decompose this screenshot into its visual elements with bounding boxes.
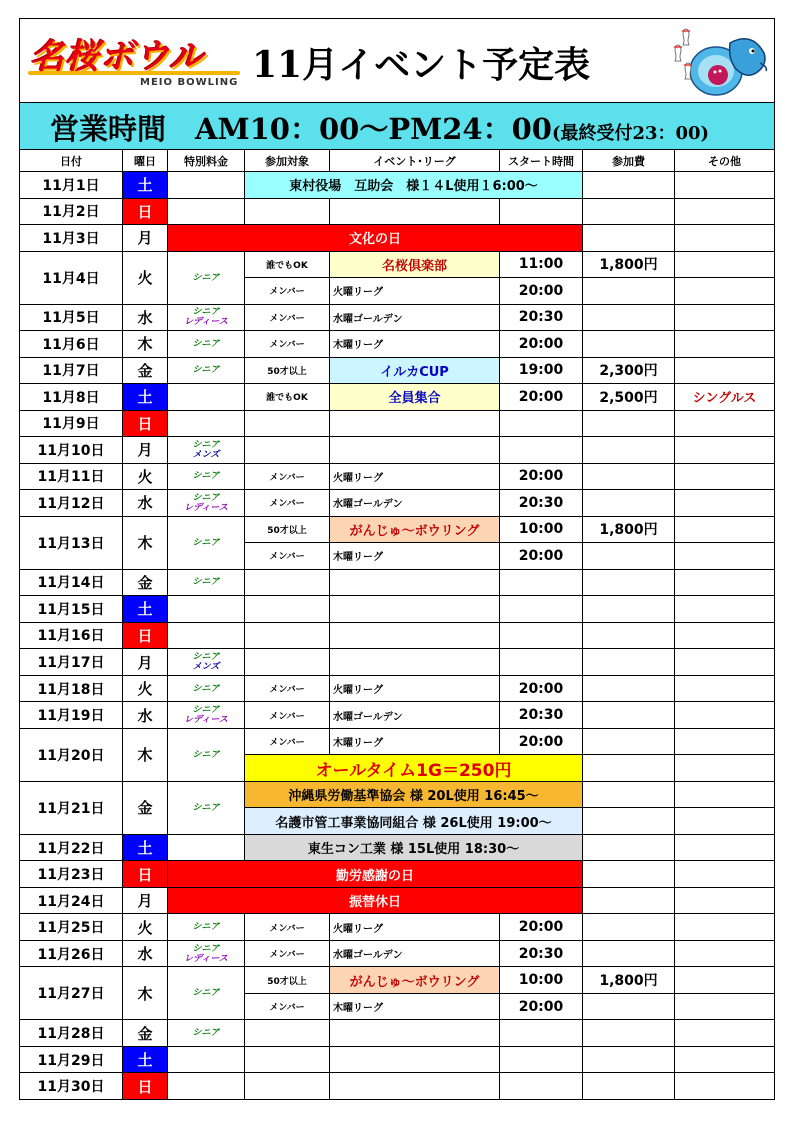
schedule-cell: 20:30: [500, 702, 583, 729]
schedule-cell: [675, 941, 774, 968]
other-cell: [675, 861, 774, 888]
schedule-cell: メンバー: [245, 305, 330, 332]
fee-cell: [583, 888, 675, 915]
column-header: スタート時間: [500, 150, 583, 172]
senior-label: シニア: [192, 652, 220, 662]
schedule-cell: 20:00: [500, 543, 583, 570]
date-cell: 11月29日: [20, 1047, 123, 1074]
weekday-cell: 月: [123, 649, 168, 676]
schedule-cell: [675, 252, 774, 279]
schedule-cell: [583, 994, 675, 1021]
weekday-cell: 土: [123, 384, 168, 411]
schedule-cell: [245, 437, 330, 464]
senior-label: シニア: [192, 492, 220, 503]
date-cell: 11月9日: [20, 411, 123, 438]
schedule-cell: 水曜ゴールデン: [330, 702, 500, 729]
schedule-cell: [245, 596, 330, 623]
schedule-cell: 火曜リーグ: [330, 464, 500, 491]
schedule-cell: [675, 914, 774, 941]
column-header: イベント･リーグ: [330, 150, 500, 172]
weekday-cell: 日: [123, 1073, 168, 1100]
column-header: 日付: [20, 150, 123, 172]
weekday-cell: 金: [123, 782, 168, 835]
schedule-cell: [583, 464, 675, 491]
schedule-cell: [675, 305, 774, 332]
weekday-cell: 日: [123, 861, 168, 888]
schedule-cell: [500, 570, 583, 597]
date-cell: 11月11日: [20, 464, 123, 491]
schedule-cell: [583, 914, 675, 941]
column-header: その他: [675, 150, 774, 172]
event-name: がんじゅ〜ボウリング: [330, 517, 500, 544]
header: [20, 19, 774, 103]
logo: [28, 29, 248, 97]
schedule-cell: [675, 702, 774, 729]
date-cell: 11月25日: [20, 914, 123, 941]
weekday-cell: 木: [123, 331, 168, 358]
weekday-cell: 水: [123, 702, 168, 729]
senior-label: シニア: [192, 802, 220, 813]
schedule-cell: 木曜リーグ: [330, 543, 500, 570]
weekday-cell: 日: [123, 623, 168, 650]
special-fee-cell: [168, 596, 245, 623]
schedule-cell: 19:00: [500, 358, 583, 385]
schedule-cell: [245, 1047, 330, 1074]
schedule-cell: [583, 199, 675, 226]
schedule-cell: [675, 517, 774, 544]
weekday-cell: 木: [123, 967, 168, 1020]
mens-label: メンズ: [192, 449, 220, 460]
schedule-cell: 20:00: [500, 278, 583, 305]
ladies-label: レディース: [184, 317, 228, 328]
event-name: イルカCUP: [330, 358, 500, 385]
schedule-cell: [583, 305, 675, 332]
special-fee-cell: [168, 252, 245, 305]
weekday-cell: 日: [123, 411, 168, 438]
schedule-cell: 50才以上: [245, 358, 330, 385]
date-cell: 11月10日: [20, 437, 123, 464]
senior-label: シニア: [192, 705, 220, 716]
date-cell: 11月8日: [20, 384, 123, 411]
senior-label: シニア: [192, 577, 220, 588]
schedule-cell: [675, 994, 774, 1021]
weekday-cell: 水: [123, 490, 168, 517]
schedule-cell: メンバー: [245, 914, 330, 941]
senior-label: シニア: [192, 272, 220, 283]
schedule-cell: 20:00: [500, 331, 583, 358]
senior-label: シニア: [192, 749, 220, 760]
date-cell: 11月26日: [20, 941, 123, 968]
schedule-cell: [330, 570, 500, 597]
schedule-cell: [583, 278, 675, 305]
holiday-banner: 勤労感謝の日: [168, 861, 583, 888]
special-fee-cell: [168, 702, 245, 729]
schedule-cell: 火曜リーグ: [330, 676, 500, 703]
schedule-cell: [583, 702, 675, 729]
schedule-cell: [583, 941, 675, 968]
column-header: 特別料金: [168, 150, 245, 172]
schedule-cell: [583, 729, 675, 756]
schedule-cell: [500, 411, 583, 438]
schedule-cell: [500, 596, 583, 623]
reservation-banner: 東村役場 互助会 様１４L使用１6:00〜: [245, 172, 583, 199]
promotion-banner: オールタイム1G＝250円: [245, 755, 583, 782]
business-hours-text: 営業時間 AM10：00〜PM24：00: [50, 112, 552, 146]
special-fee-cell: [168, 305, 245, 332]
date-cell: 11月13日: [20, 517, 123, 570]
schedule-cell: [675, 411, 774, 438]
senior-label: シニア: [192, 537, 220, 548]
schedule-cell: [245, 570, 330, 597]
schedule-cell: [583, 649, 675, 676]
schedule-cell: 10:00: [500, 967, 583, 994]
schedule-cell: [500, 437, 583, 464]
schedule-cell: メンバー: [245, 676, 330, 703]
schedule-cell: 20:00: [500, 384, 583, 411]
date-cell: 11月7日: [20, 358, 123, 385]
logo-subtitle: MEIO BOWLING: [140, 77, 239, 88]
schedule-cell: シングルス: [675, 384, 774, 411]
weekday-cell: 火: [123, 252, 168, 305]
date-cell: 11月6日: [20, 331, 123, 358]
schedule-cell: 50才以上: [245, 517, 330, 544]
weekday-cell: 火: [123, 676, 168, 703]
date-cell: 11月2日: [20, 199, 123, 226]
schedule-cell: [330, 649, 500, 676]
schedule-cell: [583, 411, 675, 438]
dolphin-bowling-mascot-icon: [672, 23, 772, 101]
schedule-cell: メンバー: [245, 702, 330, 729]
senior-label: シニア: [192, 338, 220, 349]
schedule-cell: [583, 623, 675, 650]
weekday-cell: 火: [123, 464, 168, 491]
schedule-cell: 1,800円: [583, 252, 675, 279]
date-cell: 11月22日: [20, 835, 123, 862]
schedule-cell: [500, 1047, 583, 1074]
schedule-cell: [675, 278, 774, 305]
date-cell: 11月27日: [20, 967, 123, 1020]
schedule-cell: 2,500円: [583, 384, 675, 411]
schedule-cell: [583, 490, 675, 517]
schedule-cell: [583, 808, 675, 835]
schedule-cell: 水曜ゴールデン: [330, 941, 500, 968]
schedule-cell: 20:00: [500, 729, 583, 756]
senior-label: シニア: [192, 439, 220, 450]
special-fee-cell: [168, 199, 245, 226]
schedule-cell: 1,800円: [583, 517, 675, 544]
date-cell: 11月16日: [20, 623, 123, 650]
date-cell: 11月30日: [20, 1073, 123, 1100]
date-cell: 11月5日: [20, 305, 123, 332]
schedule-cell: [675, 729, 774, 756]
schedule-cell: [583, 676, 675, 703]
date-cell: 11月21日: [20, 782, 123, 835]
special-fee-cell: [168, 517, 245, 570]
schedule-cell: [500, 1073, 583, 1100]
schedule-cell: メンバー: [245, 331, 330, 358]
schedule-cell: [583, 437, 675, 464]
schedule-cell: [675, 358, 774, 385]
business-hours-banner: [20, 103, 774, 150]
schedule-cell: [245, 411, 330, 438]
senior-label: シニア: [192, 683, 220, 694]
date-cell: 11月19日: [20, 702, 123, 729]
weekday-cell: 土: [123, 596, 168, 623]
schedule-cell: [675, 199, 774, 226]
schedule-cell: メンバー: [245, 490, 330, 517]
schedule-cell: メンバー: [245, 464, 330, 491]
special-fee-cell: [168, 1073, 245, 1100]
schedule-cell: [330, 623, 500, 650]
schedule-cell: [675, 1073, 774, 1100]
ladies-label: レディース: [184, 502, 228, 513]
schedule-cell: [583, 1073, 675, 1100]
schedule-cell: 誰でもOK: [245, 252, 330, 279]
reservation-banner: 沖縄県労働基準協会 様 20L使用 16:45〜: [245, 782, 583, 809]
schedule-cell: [500, 1020, 583, 1047]
reservation-banner: 名護市管工事業協同組合 様 26L使用 19:00〜: [245, 808, 583, 835]
schedule-cell: メンバー: [245, 994, 330, 1021]
special-fee-cell: [168, 411, 245, 438]
weekday-cell: 木: [123, 517, 168, 570]
schedule-cell: [583, 1047, 675, 1074]
schedule-cell: [675, 835, 774, 862]
senior-label: シニア: [192, 307, 220, 318]
schedule-cell: [675, 172, 774, 199]
schedule-cell: 火曜リーグ: [330, 278, 500, 305]
schedule-cell: [583, 755, 675, 782]
schedule-cell: 20:00: [500, 676, 583, 703]
special-fee-cell: [168, 490, 245, 517]
mens-label: メンズ: [192, 662, 220, 672]
weekday-cell: 火: [123, 914, 168, 941]
special-fee-cell: [168, 649, 245, 676]
business-hours: [50, 107, 709, 148]
column-header: 曜日: [123, 150, 168, 172]
date-cell: 11月17日: [20, 649, 123, 676]
schedule-cell: [675, 755, 774, 782]
schedule-cell: [675, 570, 774, 597]
fee-cell: [583, 861, 675, 888]
column-header: 参加費: [583, 150, 675, 172]
date-cell: 11月20日: [20, 729, 123, 782]
schedule-cell: 20:00: [500, 914, 583, 941]
schedule-cell: [245, 623, 330, 650]
schedule-cell: [330, 199, 500, 226]
schedule-cell: [675, 649, 774, 676]
date-cell: 11月28日: [20, 1020, 123, 1047]
column-header: 参加対象: [245, 150, 330, 172]
schedule-cell: [675, 543, 774, 570]
senior-label: シニア: [192, 365, 220, 376]
weekday-cell: 月: [123, 437, 168, 464]
special-fee-cell: [168, 782, 245, 835]
special-fee-cell: [168, 358, 245, 385]
schedule-cell: 2,300円: [583, 358, 675, 385]
weekday-cell: 土: [123, 1047, 168, 1074]
schedule-cell: 20:00: [500, 464, 583, 491]
last-entry-note: (最終受付23：00): [551, 123, 710, 144]
special-fee-cell: [168, 331, 245, 358]
schedule-cell: [675, 1020, 774, 1047]
schedule-cell: [330, 596, 500, 623]
schedule-cell: 1,800円: [583, 967, 675, 994]
schedule-cell: 木曜リーグ: [330, 331, 500, 358]
schedule-cell: [583, 543, 675, 570]
other-cell: [675, 888, 774, 915]
weekday-cell: 土: [123, 835, 168, 862]
schedule-cell: [675, 782, 774, 809]
fee-cell: [583, 225, 675, 252]
date-cell: 11月3日: [20, 225, 123, 252]
schedule-cell: メンバー: [245, 278, 330, 305]
event-name: 全員集合: [330, 384, 500, 411]
schedule-sheet: [19, 18, 775, 1100]
date-cell: 11月15日: [20, 596, 123, 623]
schedule-cell: [330, 1073, 500, 1100]
schedule-cell: 20:30: [500, 490, 583, 517]
weekday-cell: 水: [123, 305, 168, 332]
special-fee-cell: [168, 729, 245, 782]
schedule-cell: [675, 437, 774, 464]
special-fee-cell: [168, 437, 245, 464]
schedule-cell: [675, 464, 774, 491]
event-name: 名桜倶楽部: [330, 252, 500, 279]
date-cell: 11月18日: [20, 676, 123, 703]
weekday-cell: 月: [123, 888, 168, 915]
schedule-cell: メンバー: [245, 941, 330, 968]
schedule-cell: [500, 623, 583, 650]
schedule-cell: [675, 676, 774, 703]
schedule-cell: [583, 172, 675, 199]
schedule-cell: メンバー: [245, 543, 330, 570]
schedule-cell: [245, 1020, 330, 1047]
schedule-cell: 50才以上: [245, 967, 330, 994]
schedule-cell: [675, 490, 774, 517]
date-cell: 11月24日: [20, 888, 123, 915]
schedule-cell: 水曜ゴールデン: [330, 305, 500, 332]
senior-label: シニア: [192, 943, 220, 954]
special-fee-cell: [168, 1020, 245, 1047]
date-cell: 11月23日: [20, 861, 123, 888]
schedule-cell: 火曜リーグ: [330, 914, 500, 941]
weekday-cell: 水: [123, 941, 168, 968]
schedule-cell: 20:00: [500, 994, 583, 1021]
weekday-cell: 金: [123, 570, 168, 597]
schedule-cell: [675, 596, 774, 623]
schedule-cell: [675, 331, 774, 358]
holiday-banner: 文化の日: [168, 225, 583, 252]
schedule-cell: [330, 1020, 500, 1047]
ladies-label: レディース: [184, 953, 228, 964]
page-title: 11月イベント予定表: [252, 44, 591, 86]
event-name: がんじゅ〜ボウリング: [330, 967, 500, 994]
schedule-cell: 20:30: [500, 305, 583, 332]
date-cell: 11月14日: [20, 570, 123, 597]
date-cell: 11月12日: [20, 490, 123, 517]
schedule-cell: [583, 835, 675, 862]
schedule-cell: 誰でもOK: [245, 384, 330, 411]
date-cell: 11月1日: [20, 172, 123, 199]
senior-label: シニア: [192, 471, 220, 482]
schedule-cell: 11:00: [500, 252, 583, 279]
schedule-cell: [245, 649, 330, 676]
schedule-cell: [500, 199, 583, 226]
weekday-cell: 木: [123, 729, 168, 782]
schedule-cell: [675, 623, 774, 650]
schedule-cell: [675, 1047, 774, 1074]
special-fee-cell: [168, 941, 245, 968]
weekday-cell: 日: [123, 199, 168, 226]
schedule-table: [20, 150, 774, 1100]
schedule-cell: [675, 967, 774, 994]
senior-label: シニア: [192, 1028, 220, 1039]
senior-label: シニア: [192, 922, 220, 933]
logo-text: 名桜ボウル: [30, 37, 204, 77]
special-fee-cell: [168, 172, 245, 199]
senior-label: シニア: [192, 988, 220, 999]
schedule-cell: [583, 1020, 675, 1047]
special-fee-cell: [168, 914, 245, 941]
weekday-cell: 金: [123, 358, 168, 385]
special-fee-cell: [168, 676, 245, 703]
ladies-label: レディース: [184, 715, 228, 726]
schedule-cell: [583, 570, 675, 597]
reservation-banner: 東生コン工業 様 15L使用 18:30〜: [245, 835, 583, 862]
schedule-cell: [330, 411, 500, 438]
schedule-cell: 水曜ゴールデン: [330, 490, 500, 517]
schedule-cell: 木曜リーグ: [330, 994, 500, 1021]
schedule-cell: [330, 437, 500, 464]
special-fee-cell: [168, 835, 245, 862]
schedule-cell: [583, 782, 675, 809]
schedule-cell: [675, 808, 774, 835]
weekday-cell: 土: [123, 172, 168, 199]
date-cell: 11月4日: [20, 252, 123, 305]
holiday-banner: 振替休日: [168, 888, 583, 915]
schedule-cell: 20:30: [500, 941, 583, 968]
weekday-cell: 金: [123, 1020, 168, 1047]
special-fee-cell: [168, 464, 245, 491]
schedule-cell: [583, 596, 675, 623]
schedule-cell: [245, 1073, 330, 1100]
special-fee-cell: [168, 384, 245, 411]
schedule-cell: [245, 199, 330, 226]
special-fee-cell: [168, 570, 245, 597]
schedule-cell: [500, 649, 583, 676]
schedule-cell: [330, 1047, 500, 1074]
schedule-cell: 木曜リーグ: [330, 729, 500, 756]
other-cell: [675, 225, 774, 252]
special-fee-cell: [168, 967, 245, 1020]
weekday-cell: 月: [123, 225, 168, 252]
special-fee-cell: [168, 623, 245, 650]
schedule-cell: [583, 331, 675, 358]
schedule-cell: メンバー: [245, 729, 330, 756]
schedule-cell: 10:00: [500, 517, 583, 544]
special-fee-cell: [168, 1047, 245, 1074]
